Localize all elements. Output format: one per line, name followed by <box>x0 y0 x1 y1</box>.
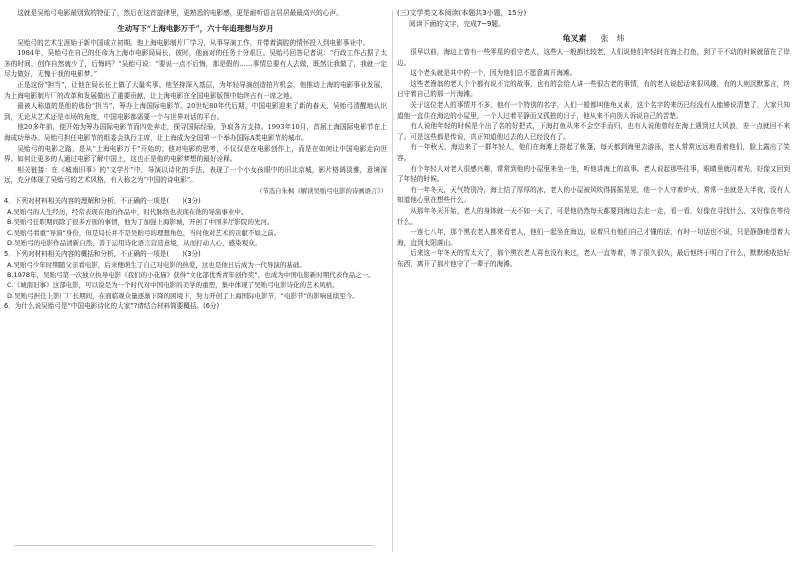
section-instruction: 阅读下面的文字，完成7~9题。 <box>409 20 505 28</box>
story-paragraph: 后来这一年冬天的雪太大了，那个黑衣老人再也没有来过，老人一直等着，等了很久很久，最后他终于明白了什么，默默地收拾好东西，离开了那片他守了一辈子的海滩。 <box>397 249 790 268</box>
story-title: 龟叉素 <box>562 33 587 43</box>
right-column <box>397 8 790 554</box>
story-paragraph: 一连七八年，那个黑衣老人都来看老人，他们一起坐在海边，说着只有他们自己才懂的话，有时一句话也不说，只是静静地望着大海，直到太阳落山。 <box>397 228 790 247</box>
related-link-paragraph: 相关链接：在《城南旧事》的“文学片”中，导演以诗化的手法，表现了一个小女孩眼中的旧北京城，影片格调淡雅，意境深远，充分体现了吴贻弓的艺术风格，有人称之为“中国的诗电影”。 <box>4 165 387 185</box>
story-paragraph: 这个老头就是其中的一个，因为他们总不愿意离开海滩。 <box>410 69 577 78</box>
answer-area-rule <box>14 545 374 546</box>
story-paragraph: 有一年秋天，海边来了一群年轻人，他们在海滩上搭起了帐篷，每天都到海里去游泳，老人常常远远地看着他们，脸上露出了笑容。 <box>397 143 790 162</box>
article-paragraph: 吴贻弓的艺术生涯始于新中国成立初期。他上海电影制片厂学习，从事导演工作，并带着满腔的情怀投入到电影事业中。 <box>17 38 370 47</box>
story-paragraph: 关于这位老人的事情并不多，他有一个特别的名字，人们一般都叫他龟叉素，这个名字的来历已经没有人能够说清楚了，大家只知道他一直住在海边的小屋里，一个人过着平静而又孤独的日子，他从来不向别人诉说自己的苦楚。 <box>397 100 790 120</box>
article-paragraph: 正是这份“担当”，让他在局长任上做了大量实事。他坚持深入基层，为年轻导演创造拍片机会，他推动上海的电影事业发展，为上海电影制片厂的改革和发展做出了重要贡献，让上海电影在全国电影版图中始终占有一席之地。 <box>4 80 387 100</box>
question-4-option-b: B.吴贻弓任职期间除了很多方面的事情，他为了加强上海影城，开创了中国多厅影院的先河。 <box>7 218 274 227</box>
article-title: 生动写下“上海电影万千”，六十年追理想与岁月 <box>117 23 274 33</box>
story-paragraph: 有一年冬天，天气特别冷，海上结了厚厚的冰，老人的小屋被风吹得摇摇晃晃，他一个人守着炉火，常常一坐就是大半夜，没有人知道他心里在想些什么。 <box>397 185 790 205</box>
question-4-stem: 4．下列对材料相关内容的理解和分析，不正确的一项是( )(3分) <box>4 196 201 205</box>
question-5-option-b: B.1978年，吴贻弓第一次独立执导电影《我们的小花猫》获得“文化部优秀青年创作奖”，也成为中国电影新时期代表作品之一。 <box>7 270 375 279</box>
section-heading: (三)文学类文本阅读(本题共3小题，15分) <box>397 9 527 17</box>
question-5-stem: 5．下列对材料相关内容的概括和分析，不正确的一项是( )(3分) <box>4 249 201 258</box>
story-paragraph: 这些老渔翁的老人个个都有说不完的故事，也有的会给人讲一些很古老的事情，有的老人说起话来很风趣，有的人则沉默寡言，终日守着自己的那一片海滩。 <box>397 79 790 99</box>
question-4-option-d: D.吴贻弓的电影作品清新自然，善于运用诗化语言营造意境，从而打动人心，感染观众。 <box>7 239 262 248</box>
story-title-line <box>397 32 790 45</box>
article-paragraph: 1984年，吴贻弓在自己的任命为上海市电影局局长，彼时，他面对的任务十分艰巨。吴贻弓回答记者说：“行政工作占据了太多的时间，创作自然就少了，后悔吗？”吴贻弓说：“要说一点不后悔，那是假的……事情总要有人去做，既然让我做了，我就一定尽力做好，无愧于我的电影梦。” <box>4 49 387 79</box>
article-paragraph: 最被人称道的是他的那份“担当”，筹办上海国际电影节。20世纪80年代后期，中国电影迎来了新的春天，吴贻弓清醒地认识到，无论从艺术还是市场的角度，中国电影都需要一个与世界对话的平台。 <box>4 102 387 121</box>
left-column <box>4 8 387 554</box>
question-4-option-a: A.吴贻弓的人生经历，经常表现在他的作品中，时代脉络也表现在他的导演事业中。 <box>7 207 248 216</box>
question-6-stem: 6．为什么说吴贻弓是“中国电影诗化的大家”?请结合材料简要概括。(6分) <box>4 302 220 311</box>
story-paragraph: 有人说他年轻的时候是个出了名的好把式，下海打鱼从来不会空手而归，也有人说他曾经在海上遇到过大风浪，差一点就回不来了。可是这些都是传说，真正知道他过去的人已经没有了。 <box>397 122 790 141</box>
story-author: 张 炜 <box>600 34 625 43</box>
question-5-option-c: C.《城南旧事》这部电影，可以说是为一个时代对中国电影的美学的重塑，集中体现了吴贻弓电影诗化的艺术风格。 <box>7 281 339 290</box>
story-paragraph: 很早以前，海边上曾有一些零星的看守老人，这些人一般都比较老，人们说他们年轻时在海上打鱼，到了干不动的时候就留在了岸边。 <box>397 48 790 67</box>
question-5-option-d: D.吴贻弓担任上影厂厂长期间，在面临观众量逐渐下降的困境下，努力开创了上海国际电影节，“电影节”的影响延续至今。 <box>7 291 359 300</box>
question-5-option-a: A.吴贻弓少年时期随父亲看电影，后来便萌生了自己对电影的热爱，这也是他日后成为一代导演的基础。 <box>7 260 306 269</box>
column-divider <box>392 10 393 552</box>
question-4-option-c: C.吴贻弓看重“导演”身份，但是局长并不是吴贻弓的理想角色，当时他对艺术的贡献不如之前。 <box>7 228 281 237</box>
article-source: （节选自朱枫《解读吴贻弓电影的诗画语言》） <box>255 186 387 195</box>
intro-paragraph: 这就是吴贻弓电影最别致的特征了，然后在这首旋律里，更熟悉的电影感，更是耐听语言居居最最高兴的心声。 <box>17 9 343 17</box>
story-paragraph: 有个年轻人对老人很感兴趣，常常到他的小屋里来坐一坐，听他讲海上的故事。老人说起那些往事，眼睛里就闪着光，好像又回到了年轻的时候。 <box>397 164 790 184</box>
story-paragraph: 从那年冬天开始，老人的身体就一天不如一天了，可是他仍然每天都要到海边去走一走，看一看，好像在寻找什么，又好像在等待什么。 <box>397 206 790 226</box>
article-paragraph: 他20多年前，便开始为筹办国际电影节而四处奔走，探寻国际经验，争取各方支持。1993年10月，首届上海国际电影节在上海成功举办。吴贻弓担任电影节的组委会执行主席，让上海成为全国第一个举办国际A类电影节的城市。 <box>4 123 387 142</box>
article-paragraph: 吴贻弓的电影之路，是从“上海电影万千”开始的；他对电影的思考，不仅仅是在电影创作上，而是在如何让中国电影走向世界、如何让更多的人通过电影了解中国上，这也正是他的电影梦想的最好诠释。 <box>4 144 387 164</box>
